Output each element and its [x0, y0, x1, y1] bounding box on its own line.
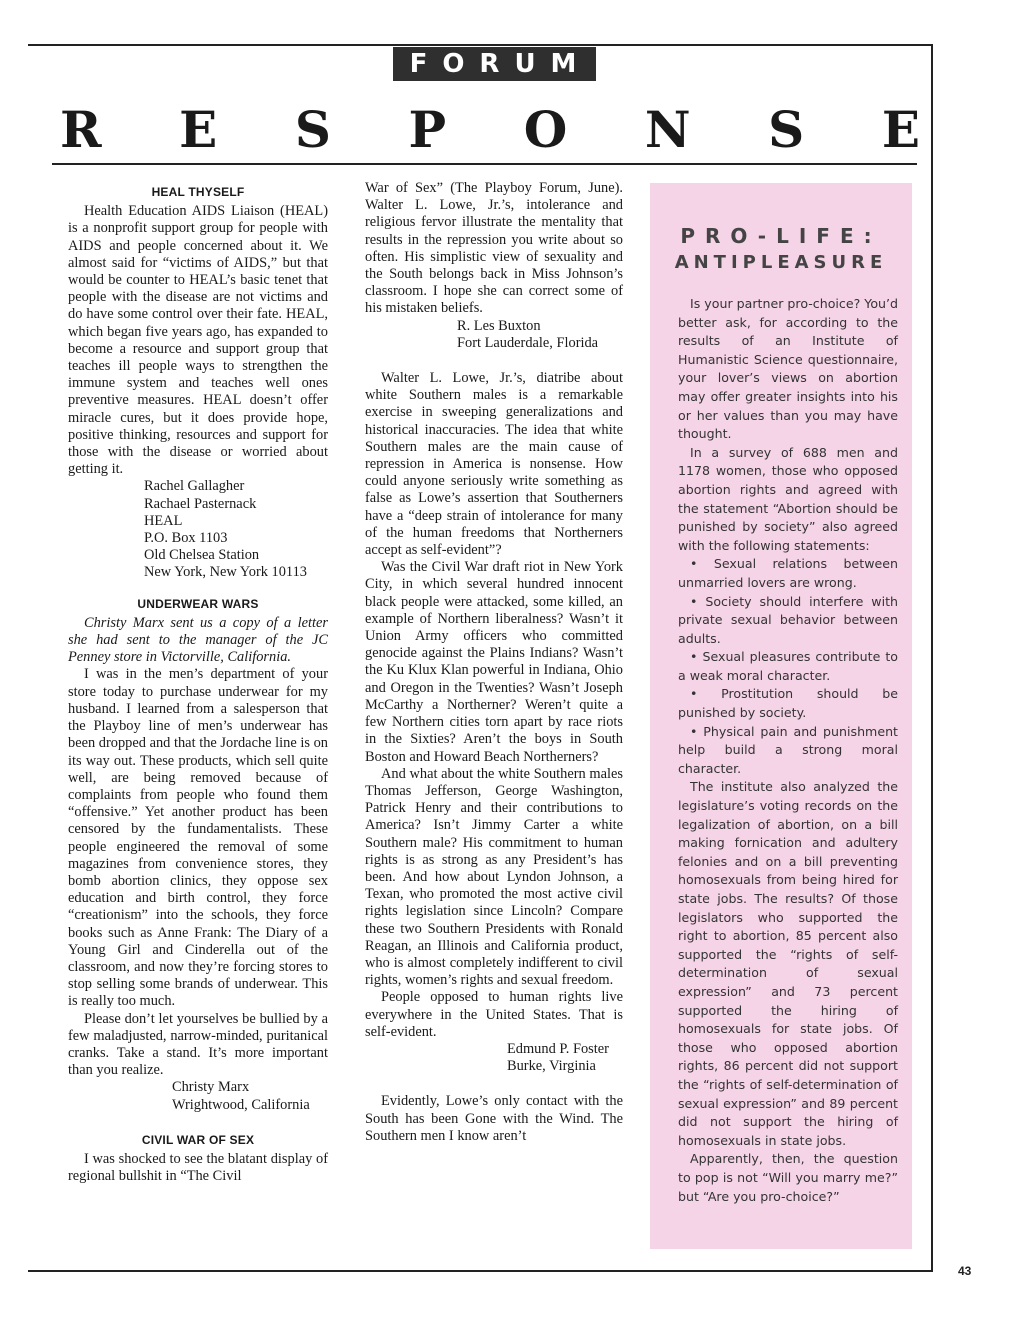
letter-paragraph: Health Education AIDS Liaison (HEAL) is a nonprofit support group for people with AIDS and people concerned about it. We almost said for “victims of AIDS,” but that would be counter to HEAL’s basic tenet that people with the disease are not victims and do have some control over their fate. HEAL, which began five years ago, has expanded to become a resource and support group that teaches ill people ways to strengthen the immune system and teaches well ones preventive measures. HEAL doesn’t offer miracle cures, but it does provide hope, positive thinking, resources and support for those with the disease or worried about getting it. [68, 203, 328, 478]
section-title-civil-war-of-sex: CIVIL WAR OF SEX [141, 1132, 255, 1147]
response-letter: S [768, 100, 805, 159]
letter-paragraph: I was in the men’s department of your store today to purchase underwear for my husband. I learned from a salesperson that the Playboy line of men’s underwear has been dropped and that the Jordache line is on its way out. These products, which sell quite well, are being removed because of complaints from people who found them “offensive.” Yet another product has been censored by the fundamentalists. These people engineered the removal of some magazines from convenience stores, they bomb abortion clinics, they oppose sex education and birth control, they force “creationism” into the schools, they force books such as Anne Frank: The Diary of a Young Girl and Cinderella out of the classroom, and now they’re forcing stores to stop selling some brands of underwear. This is really too much. [68, 666, 328, 1010]
forum-label: FORUM [393, 47, 596, 81]
column-1 [68, 180, 328, 1185]
sidebar-bullet: • Society should interfere with private sexual behavior between adults. [678, 593, 898, 646]
frame-bottom-rule [28, 1270, 933, 1272]
sidebar-paragraph: In a survey of 688 men and 1178 women, those who opposed abortion rights and agreed with the statement “Abortion should be punished by society” also agreed with the following statements: [678, 444, 898, 553]
letter-paragraph: And what about the white Southern males Thomas Jefferson, George Washington, Patrick Henry and their contributions to America? Isn’t Jimmy Carter a white Southern male? His commitment to human rights is as strong as any President’s has been. And how about Lyndon Johnson, a Texan, who promoted the most active civil rights legislation since Lincoln? Compare these two Southern Presidents with Ronald Reagan, an Illinois and California product, who is almost completely indifferent to civil rights, women’s rights and sexual freedom. [365, 765, 623, 989]
section-title-heal-thyself: HEAL THYSELF [151, 185, 245, 199]
letter-paragraph: War of Sex” (The Playboy Forum, June). Walter L. Lowe, Jr.’s, intolerance and religious fervor illustrate the mentality that results in the repression you write about so often. His simplistic view of sexuality and the South belongs back in Miss Johnson’s classroom. I hope she can correct some of his mistaken beliefs. [365, 180, 623, 317]
letter-intro: Christy Marx sent us a copy of a letter she had sent to the manager of the JC Penney store in Victorville, California. [68, 614, 328, 666]
response-letter: P [408, 100, 447, 159]
response-heading [60, 100, 920, 160]
response-letter: E [179, 100, 218, 159]
column-2 [365, 180, 623, 1145]
letter-signature: R. Les Buxton Fort Lauderdale, Florida [457, 317, 599, 351]
sidebar-paragraph: The institute also analyzed the legislature’s voting records on the legalization of abortion, on a bill making fornication and adultery felonies and on a bill preventing homosexuals from being hired for state jobs. The results? Of those legislators who supported the right to abortion, 85 percent also supported the “rights of self-determination of sexual expression” and 73 percent supported the hiring of homosexuals for state jobs. Of those who opposed abortion rights, 86 percent did not support the “rights of self-determination of sexual expression” and 89 percent did not support the hiring of homosexuals in state jobs. [678, 779, 898, 1148]
response-letter: O [523, 100, 568, 159]
sidebar-bullet: • Physical pain and punishment help build a strong moral character. [678, 723, 898, 776]
letter-paragraph: Please don’t let yourselves be bullied by a few maladjusted, narrow-minded, puritanical cranks. Take a stand. It’s more important than you realize. [68, 1010, 328, 1079]
response-letter: S [294, 100, 331, 159]
letter-paragraph: I was shocked to see the blatant display of regional bullshit in “The Civil [68, 1150, 328, 1185]
sidebar-paragraph: Apparently, then, the question to pop is not “Will you marry me?” but “Are you pro-choice?” [678, 1151, 898, 1204]
sidebar-paragraph: Is your partner pro-choice? You’d better ask, for according to the results of an Institute of Humanistic Science questionnaire, your lover’s views on abortion may offer greater insights into his or her values than you may have thought. [678, 296, 898, 442]
letter-signature: Edmund P. Foster Burke, Virginia [507, 1040, 609, 1075]
response-letter: N [644, 100, 691, 159]
frame-right-rule [931, 44, 933, 1272]
letter-signature: Rachel Gallagher Rachael Pasternack HEAL P.O. Box 1103 Old Chelsea Station New York, New York 10113 [144, 478, 307, 581]
sidebar-body [678, 295, 898, 1206]
pro-life-sidebar [650, 183, 912, 1249]
frame-top-rule [28, 44, 932, 46]
response-letter: R [60, 100, 102, 159]
sidebar-bullet: • Prostitution should be punished by society. [678, 686, 898, 721]
sidebar-title: PRO-LIFE: ANTIPLEASURE [674, 224, 888, 273]
page-number: 43 [958, 1264, 972, 1278]
letter-paragraph: Evidently, Lowe’s only contact with the South has been Gone with the Wind. The Southern men I know aren’t [365, 1093, 623, 1144]
sidebar-bullet: • Sexual pleasures contribute to a weak moral character. [678, 649, 898, 683]
heading-rule [52, 163, 917, 165]
response-letter: E [881, 100, 920, 159]
sidebar-bullet: • Sexual relations between unmarried lovers are wrong. [678, 556, 898, 590]
letter-paragraph: People opposed to human rights live everywhere in the United States. That is self-evident. [365, 989, 623, 1040]
letter-signature: Christy Marx Wrightwood, California [172, 1079, 310, 1113]
letter-paragraph: Walter L. Lowe, Jr.’s, diatribe about white Southern males is a remarkable exercise in sweeping generalizations and historical inaccuracies. The idea that white Southern males are the main cause of repression in America is nonsense. How could anyone seriously write something as false as Lowe’s assertion that Southerners have a “deep strain of intolerance for many of the human freedoms that Northerners accept as self-evident”? [365, 370, 623, 559]
letter-paragraph: Was the Civil War draft riot in New York City, in which several hundred innocent black people were attacked, some killed, an example of Northern liberalness? Wasn’t it Union Army officers who committed genocide against the Plains Indians? Wasn’t the Ku Klux Klan powerful in Indiana, Ohio and Oregon in the Twenties? Wasn’t Joseph McCarthy a Northerner? Weren’t quite a few Northern cities torn apart by race riots in the Sixties? Aren’t the boys in South Boston and Howard Beach Northerners? [365, 559, 623, 765]
section-title-underwear-wars: UNDERWEAR WARS [137, 596, 259, 611]
